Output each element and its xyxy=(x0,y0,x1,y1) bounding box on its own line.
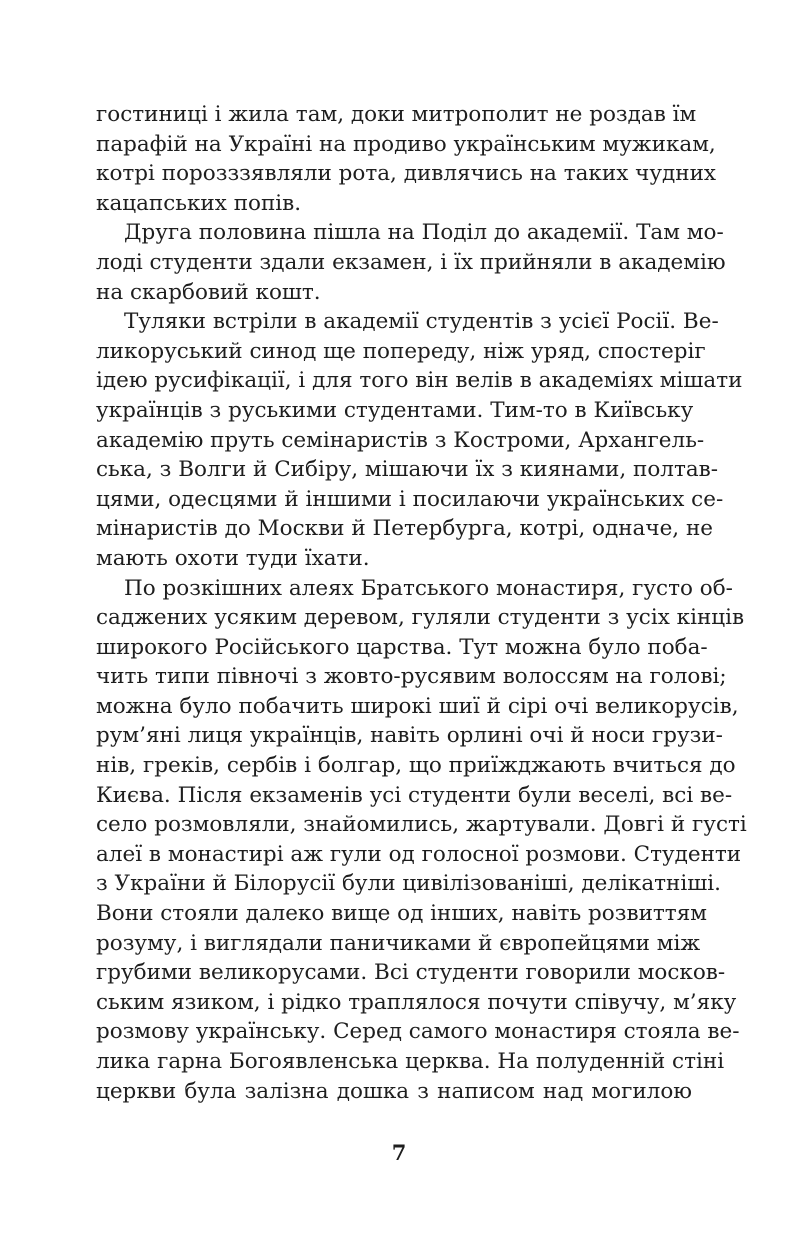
text-line: цями, одесцями й іншими і посилаючи українських се- xyxy=(96,486,724,512)
text-line: рум’яні лиця українців, навіть орлині очі й носи грузи- xyxy=(96,723,723,749)
text-line: розуму, і виглядали паничиками й європейцями між xyxy=(96,930,701,956)
paragraph xyxy=(96,574,747,1107)
text-line: гостиниці і жила там, доки митрополит не роздав їм xyxy=(96,102,697,127)
text-line: мінаристів до Москви й Петербурга, котрі, одначе, не xyxy=(96,516,714,542)
paragraph xyxy=(96,307,743,573)
text-line: нів, греків, сербів і болгар, що приїжджають вчиться до xyxy=(96,753,736,779)
text-line: ським язиком, і рідко траплялося почути співучу, м’яку xyxy=(96,989,737,1015)
text-line: По розкішних алеях Братського монастиря, густо об- xyxy=(124,575,733,601)
text-line: чить типи півночі з жовто-русявим волоссям на голові; xyxy=(96,664,727,690)
text-line: розмову українську. Серед самого монастиря стояла ве- xyxy=(96,1019,740,1045)
text-line: котрі порозззявляли рота, дивлячись на таких чудних xyxy=(96,161,717,187)
text-line: можна було побачить широкі шиї й сірі очі великорусів, xyxy=(96,693,739,719)
text-line: Вони стояли далеко вище од інших, навіть розвиттям xyxy=(96,901,707,927)
book-page-text xyxy=(96,100,747,1106)
page-number: 7 xyxy=(391,1140,407,1165)
text-line: саджених усяким деревом, гуляли студенти з усіх кінців xyxy=(96,605,745,631)
text-line: село розмовляли, знайомились, жартували. Довгі й густі xyxy=(96,812,747,838)
text-line: Друга половина пішла на Поділ до академії. Там мо- xyxy=(124,220,724,246)
text-line: парафій на Україні на продиво українським мужикам, xyxy=(96,131,716,157)
text-line: Києва. Після екзаменів усі студенти були веселі, всі ве- xyxy=(96,782,733,808)
text-line: українців з руськими студентами. Тим-то в Київську xyxy=(96,397,694,423)
text-line: лика гарна Богоявленська церква. На полуденній стіні xyxy=(96,1049,725,1074)
paragraph xyxy=(96,100,717,218)
text-line: з України й Білорусії були цивілізованіші, делікатніші. xyxy=(96,871,721,897)
text-line: ська, з Волги й Сибіру, мішаючи їх з киянами, полтав- xyxy=(96,457,719,483)
text-line: кацапських попів. xyxy=(96,190,302,216)
text-line: грубими великорусами. Всі студенти говорили москов- xyxy=(96,960,726,986)
text-line: ликоруський синод ще попереду, ніж уряд, спостеріг xyxy=(96,338,706,364)
text-line: ідею русифікації, і для того він велів в академіях мішати xyxy=(96,368,743,394)
text-line: церкви була залізна дошка з написом над могилою xyxy=(96,1078,692,1104)
text-line: Туляки встріли в академії студентів з усієї Росії. Ве- xyxy=(124,309,719,335)
paragraph xyxy=(96,218,726,307)
text-line: академію пруть семінаристів з Костроми, Архангель- xyxy=(96,427,705,453)
text-line: широкого Російського царства. Тут можна було поба- xyxy=(96,634,708,660)
text-line: мають охоти туди їхати. xyxy=(96,545,370,571)
text-line: на скарбовий кошт. xyxy=(96,279,321,305)
text-line: алеї в монастирі аж гули од голосної розмови. Студенти xyxy=(96,841,742,867)
text-line: лоді студенти здали екзамен, і їх прийняли в академію xyxy=(96,249,726,275)
